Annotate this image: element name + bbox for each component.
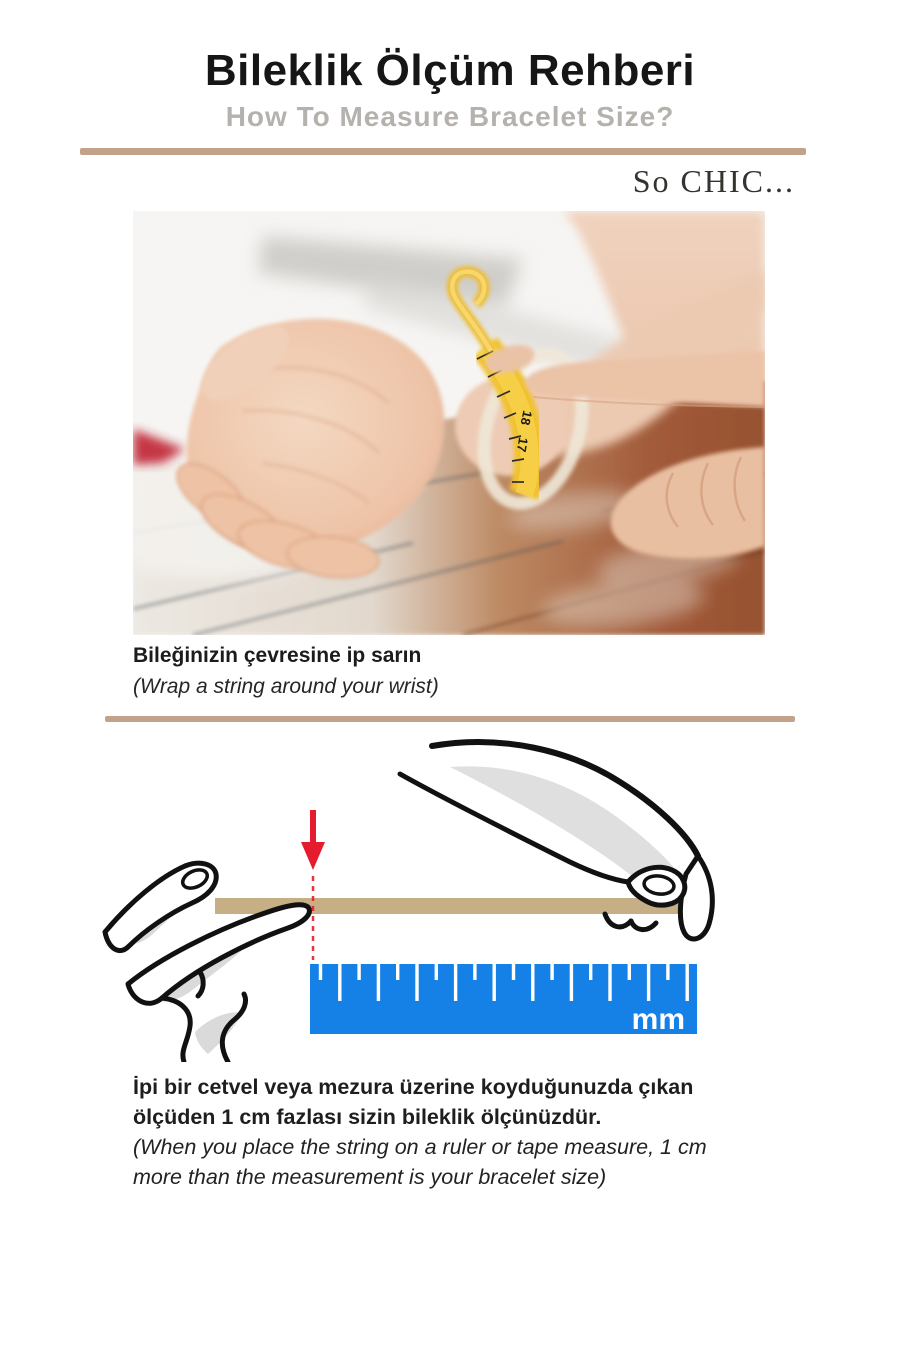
ruler xyxy=(310,964,697,1036)
tape-number-17: 17 xyxy=(513,436,532,454)
step2-instruction xyxy=(133,1072,783,1192)
section-divider xyxy=(105,716,795,722)
left-hand xyxy=(105,863,309,1062)
page-subtitle: How To Measure Bracelet Size? xyxy=(225,101,675,132)
instruction-tr-line1: İpi bir cetvel veya mezura üzerine koyduğunuzda çıkan xyxy=(133,1075,694,1099)
instruction-tr-line2: ölçüden 1 cm fazlası sizin bileklik ölçünüzdür. xyxy=(133,1105,602,1129)
ruler-illustration-svg xyxy=(100,732,800,1062)
instruction-en-line2: more than the measurement is your bracelet size) xyxy=(133,1165,607,1189)
right-hanging-finger xyxy=(680,856,712,939)
wrist-measuring-photo xyxy=(133,211,765,635)
wrist-photo-illustration xyxy=(133,211,765,635)
page-title: Bileklik Ölçüm Rehberi xyxy=(204,46,696,95)
ruler-unit-label: mm xyxy=(631,1003,685,1036)
brand-logo: So CHIC... xyxy=(632,163,795,199)
tape-number-18: 18 xyxy=(517,409,536,427)
right-knuckles xyxy=(605,914,656,930)
measure-arrow xyxy=(301,810,325,960)
string-on-ruler-illustration xyxy=(100,732,800,1062)
instruction-en-line1: (When you place the string on a ruler or tape measure, 1 cm xyxy=(133,1135,707,1159)
step1-caption-tr: Bileğinizin çevresine ip sarın xyxy=(133,644,422,667)
arrow-head xyxy=(301,842,325,870)
header-divider xyxy=(80,148,806,155)
step1-caption-en: (Wrap a string around your wrist) xyxy=(133,675,439,698)
